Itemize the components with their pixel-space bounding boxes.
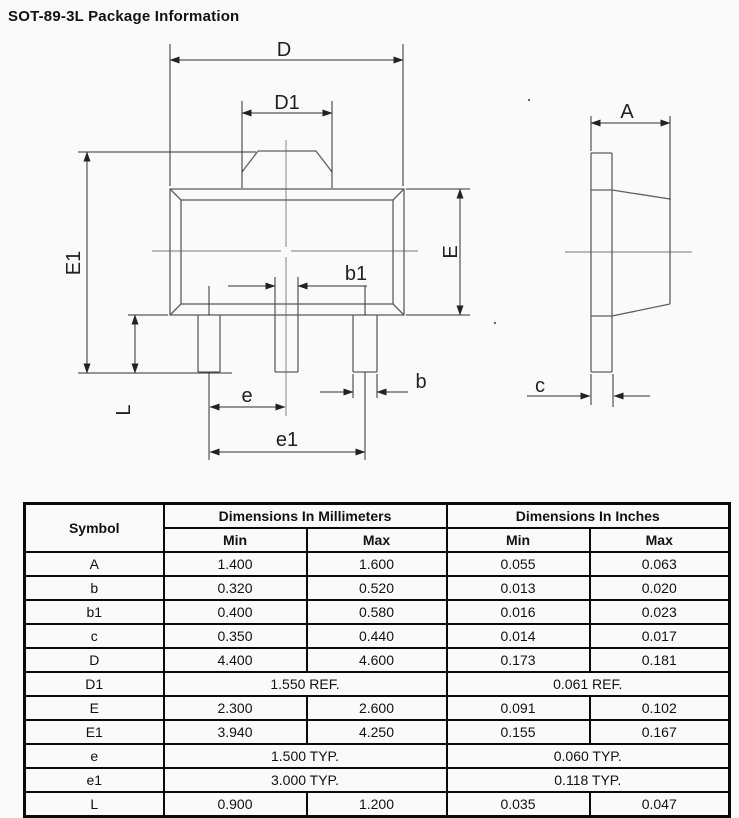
mm-max-cell: 1.200 [307, 792, 447, 817]
in-min-cell: 0.013 [447, 576, 590, 600]
mm-min-cell: 4.400 [164, 648, 307, 672]
in-min-cell: 0.035 [447, 792, 590, 817]
mm-merged-cell: 1.550 REF. [164, 672, 447, 696]
table-row [25, 720, 730, 744]
symbol-cell: A [25, 552, 164, 576]
table-row [25, 576, 730, 600]
stray-dot [494, 322, 496, 324]
in-min-cell: 0.091 [447, 696, 590, 720]
mm-max-cell: 4.250 [307, 720, 447, 744]
page-title: SOT-89-3L Package Information [8, 8, 240, 25]
dim-label-L: L [113, 404, 135, 416]
in-max-cell: 0.181 [590, 648, 730, 672]
mm-min-cell: 2.300 [164, 696, 307, 720]
table-row [25, 792, 730, 817]
side-profile [591, 153, 670, 372]
header-mm-max: Max [307, 528, 447, 552]
symbol-cell: E [25, 696, 164, 720]
in-max-cell: 0.102 [590, 696, 730, 720]
symbol-cell: E1 [25, 720, 164, 744]
front-view [63, 39, 470, 460]
table-row [25, 552, 730, 576]
dim-label-c: c [535, 375, 545, 397]
symbol-cell: D1 [25, 672, 164, 696]
header-inches: Dimensions In Inches [447, 504, 730, 529]
table-header-row [25, 504, 730, 529]
in-max-cell: 0.047 [590, 792, 730, 817]
dim-label-e: e [241, 385, 253, 407]
symbol-cell: b1 [25, 600, 164, 624]
symbol-cell: b [25, 576, 164, 600]
mm-max-cell: 0.520 [307, 576, 447, 600]
dim-c [527, 374, 650, 407]
dim-label-b: b [415, 371, 427, 393]
symbol-cell: L [25, 792, 164, 817]
dim-D1 [242, 101, 332, 188]
mm-merged-cell: 1.500 TYP. [164, 744, 447, 768]
dim-label-E1: E1 [63, 250, 85, 276]
mm-min-cell: 0.900 [164, 792, 307, 817]
dim-label-A: A [620, 101, 634, 123]
mm-min-cell: 0.400 [164, 600, 307, 624]
package-body [170, 151, 404, 372]
dim-D [170, 44, 403, 186]
table-row [25, 768, 730, 792]
in-merged-cell: 0.118 TYP. [447, 768, 730, 792]
in-max-cell: 0.167 [590, 720, 730, 744]
dim-label-D1: D1 [274, 92, 300, 114]
dim-E1 [78, 152, 256, 373]
table-row [25, 624, 730, 648]
in-min-cell: 0.016 [447, 600, 590, 624]
mm-min-cell: 0.320 [164, 576, 307, 600]
dim-label-e1: e1 [275, 429, 299, 451]
mm-max-cell: 0.580 [307, 600, 447, 624]
mm-max-cell: 2.600 [307, 696, 447, 720]
mm-max-cell: 4.600 [307, 648, 447, 672]
center-lines [152, 140, 418, 416]
table-row [25, 744, 730, 768]
side-view [494, 99, 692, 407]
table-row [25, 672, 730, 696]
symbol-cell: e [25, 744, 164, 768]
header-in-max: Max [590, 528, 730, 552]
mm-merged-cell: 3.000 TYP. [164, 768, 447, 792]
symbol-cell: e1 [25, 768, 164, 792]
symbol-cell: D [25, 648, 164, 672]
in-min-cell: 0.155 [447, 720, 590, 744]
header-mm: Dimensions In Millimeters [164, 504, 447, 529]
header-symbol: Symbol [25, 504, 164, 553]
in-max-cell: 0.023 [590, 600, 730, 624]
in-min-cell: 0.014 [447, 624, 590, 648]
in-merged-cell: 0.060 TYP. [447, 744, 730, 768]
dim-label-D: D [276, 39, 292, 61]
mm-max-cell: 1.600 [307, 552, 447, 576]
symbol-cell: c [25, 624, 164, 648]
in-max-cell: 0.020 [590, 576, 730, 600]
dim-A [591, 116, 670, 200]
table-row [25, 600, 730, 624]
in-max-cell: 0.017 [590, 624, 730, 648]
dim-L [128, 315, 168, 373]
header-mm-min: Min [164, 528, 307, 552]
mm-min-cell: 1.400 [164, 552, 307, 576]
table-row [25, 648, 730, 672]
dim-label-E: E [440, 245, 462, 259]
stray-dot [528, 99, 530, 101]
in-merged-cell: 0.061 REF. [447, 672, 730, 696]
mm-max-cell: 0.440 [307, 624, 447, 648]
in-max-cell: 0.063 [590, 552, 730, 576]
dim-label-b1: b1 [344, 263, 368, 285]
mm-min-cell: 0.350 [164, 624, 307, 648]
header-in-min: Min [447, 528, 590, 552]
in-min-cell: 0.055 [447, 552, 590, 576]
in-min-cell: 0.173 [447, 648, 590, 672]
mm-min-cell: 3.940 [164, 720, 307, 744]
table-row [25, 696, 730, 720]
dimensions-table [23, 502, 731, 818]
